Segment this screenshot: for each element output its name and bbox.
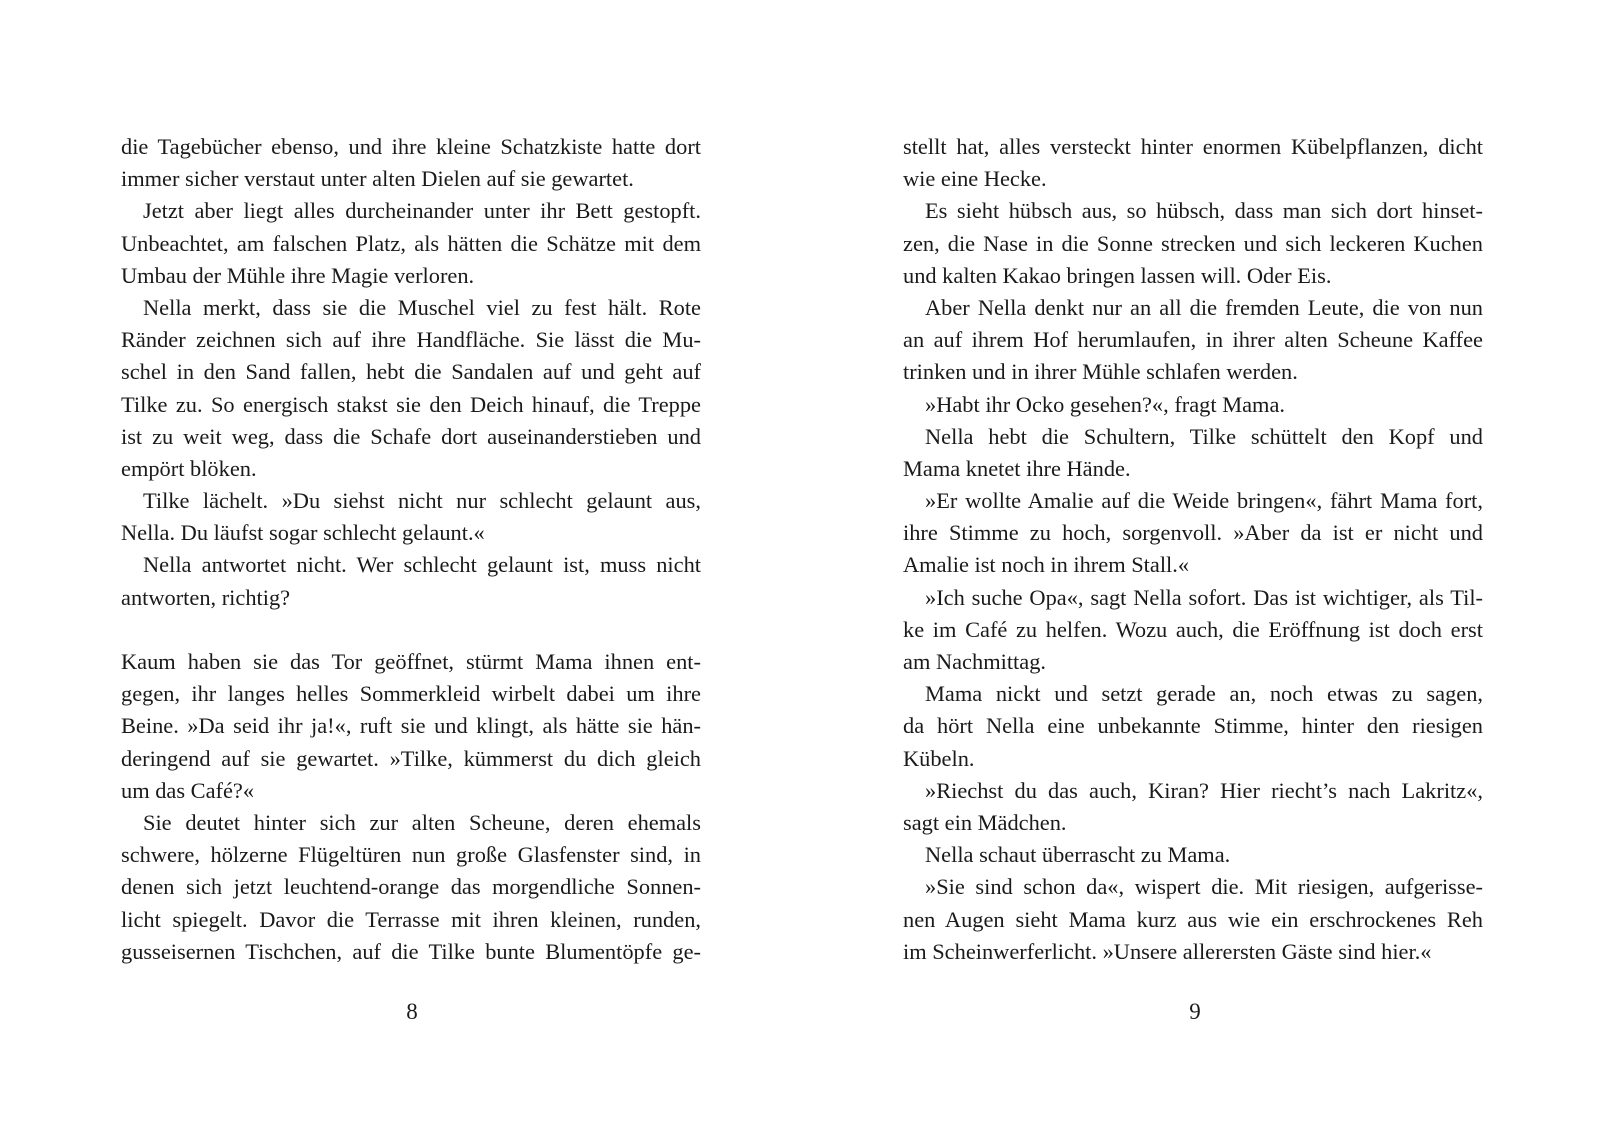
text-line: und kalten Kakao bringen lassen will. Oder Eis.: [903, 262, 1332, 288]
text-line: Aber Nella denkt nur an all die fremden Leute, die von nun: [925, 294, 1483, 320]
text-line: trinken und in ihrer Mühle schlafen werden.: [903, 359, 1298, 385]
text-line: Nella merkt, dass sie die Muschel viel zu fest hält. Rote: [143, 294, 701, 320]
text-line: nen Augen sieht Mama kurz aus wie ein erschrockenes Reh: [903, 906, 1483, 932]
text-line: da hört Nella eine unbekannte Stimme, hinter den riesigen: [903, 713, 1483, 739]
text-line: Sie deutet hinter sich zur alten Scheune, deren ehemals: [143, 809, 701, 835]
text-line: Nella antwortet nicht. Wer schlecht gelaunt ist, muss nicht: [143, 552, 701, 578]
text-line: Jetzt aber liegt alles durcheinander unter ihr Bett gestopft.: [143, 198, 701, 224]
text-line: Mama knetet ihre Hände.: [903, 455, 1131, 481]
text-line: Amalie ist noch in ihrem Stall.«: [903, 552, 1190, 578]
text-line: Nella. Du läufst sogar schlecht gelaunt.«: [121, 520, 485, 546]
text-line: Kübeln.: [903, 745, 975, 771]
text-line: um das Café?«: [121, 777, 255, 803]
page-number-right: 9: [1189, 999, 1201, 1024]
text-line: »Habt ihr Ocko gesehen?«, fragt Mama.: [925, 391, 1285, 417]
text-line: »Ich suche Opa«, sagt Nella sofort. Das ist wichtiger, als Til-: [925, 584, 1483, 610]
text-line: Tilke zu. So energisch stakst sie den Deich hinauf, die Treppe: [121, 391, 701, 417]
text-line: am Nachmittag.: [903, 649, 1047, 674]
text-line: gegen, ihr langes helles Sommerkleid wirbelt dabei um ihre: [121, 681, 701, 707]
text-line: Kaum haben sie das Tor geöffnet, stürmt Mama ihnen ent-: [121, 649, 701, 674]
text-line: schwere, hölzerne Flügeltüren nun große Glasfenster sind, in: [121, 842, 701, 868]
text-line: denen sich jetzt leuchtend-orange das morgendliche Sonnen-: [121, 874, 701, 900]
text-line: »Riechst du das auch, Kiran? Hier riecht’s nach Lakritz«,: [925, 777, 1483, 803]
text-line: deringend auf sie gewartet. »Tilke, kümmerst du dich gleich: [121, 745, 701, 771]
text-line: Beine. »Da seid ihr ja!«, ruft sie und klingt, als hätte sie hän-: [121, 713, 701, 739]
text-line: schel in den Sand fallen, hebt die Sandalen auf und geht auf: [121, 359, 701, 385]
text-line: Mama nickt und setzt gerade an, noch etwas zu sagen,: [925, 681, 1483, 707]
text-line: an auf ihrem Hof herumlaufen, in ihrer alten Scheune Kaffee: [903, 327, 1483, 353]
left-page-text: [121, 131, 701, 968]
text-line: immer sicher verstaut unter alten Dielen auf sie gewartet.: [121, 166, 634, 192]
text-line: Tilke lächelt. »Du siehst nicht nur schlecht gelaunt aus,: [143, 488, 701, 514]
text-line: Es sieht hübsch aus, so hübsch, dass man sich dort hinset-: [925, 198, 1483, 224]
text-line: empört blöken.: [121, 455, 257, 481]
right-page: [903, 131, 1483, 968]
text-line: ihre Stimme zu hoch, sorgenvoll. »Aber da ist er nicht und: [903, 520, 1483, 546]
text-line: gusseisernen Tischchen, auf die Tilke bunte Blumentöpfe ge-: [121, 938, 701, 964]
left-page: [121, 131, 701, 968]
text-line: stellt hat, alles versteckt hinter enormen Kübelpflanzen, dicht: [903, 134, 1483, 159]
text-line: Nella schaut überrascht zu Mama.: [925, 842, 1231, 868]
text-line: licht spiegelt. Davor die Terrasse mit ihren kleinen, runden,: [121, 906, 701, 932]
text-line: antworten, richtig?: [121, 584, 291, 610]
text-line: Umbau der Mühle ihre Magie verloren.: [121, 262, 475, 288]
text-line: ist zu weit weg, dass die Schafe dort auseinanderstieben und: [121, 423, 701, 449]
text-line: ke im Café zu helfen. Wozu auch, die Eröffnung ist doch erst: [903, 616, 1483, 642]
text-line: im Scheinwerferlicht. »Unsere allerersten Gäste sind hier.«: [903, 938, 1432, 964]
text-line: Nella hebt die Schultern, Tilke schüttelt den Kopf und: [925, 423, 1483, 449]
text-line: »Sie sind schon da«, wispert die. Mit riesigen, aufgerisse-: [925, 874, 1483, 900]
text-line: Ränder zeichnen sich auf ihre Handfläche. Sie lässt die Mu-: [121, 327, 701, 353]
page-number-left: 8: [406, 999, 418, 1024]
text-line: sagt ein Mädchen.: [903, 809, 1067, 835]
text-line: [121, 614, 701, 646]
text-line: die Tagebücher ebenso, und ihre kleine Schatzkiste hatte dort: [121, 134, 701, 159]
right-page-text: [903, 131, 1483, 968]
text-line: zen, die Nase in die Sonne strecken und sich leckeren Kuchen: [903, 230, 1483, 256]
text-line: »Er wollte Amalie auf die Weide bringen«, fährt Mama fort,: [925, 488, 1483, 514]
text-line: wie eine Hecke.: [903, 166, 1047, 192]
text-line: Unbeachtet, am falschen Platz, als hätten die Schätze mit dem: [121, 230, 701, 256]
